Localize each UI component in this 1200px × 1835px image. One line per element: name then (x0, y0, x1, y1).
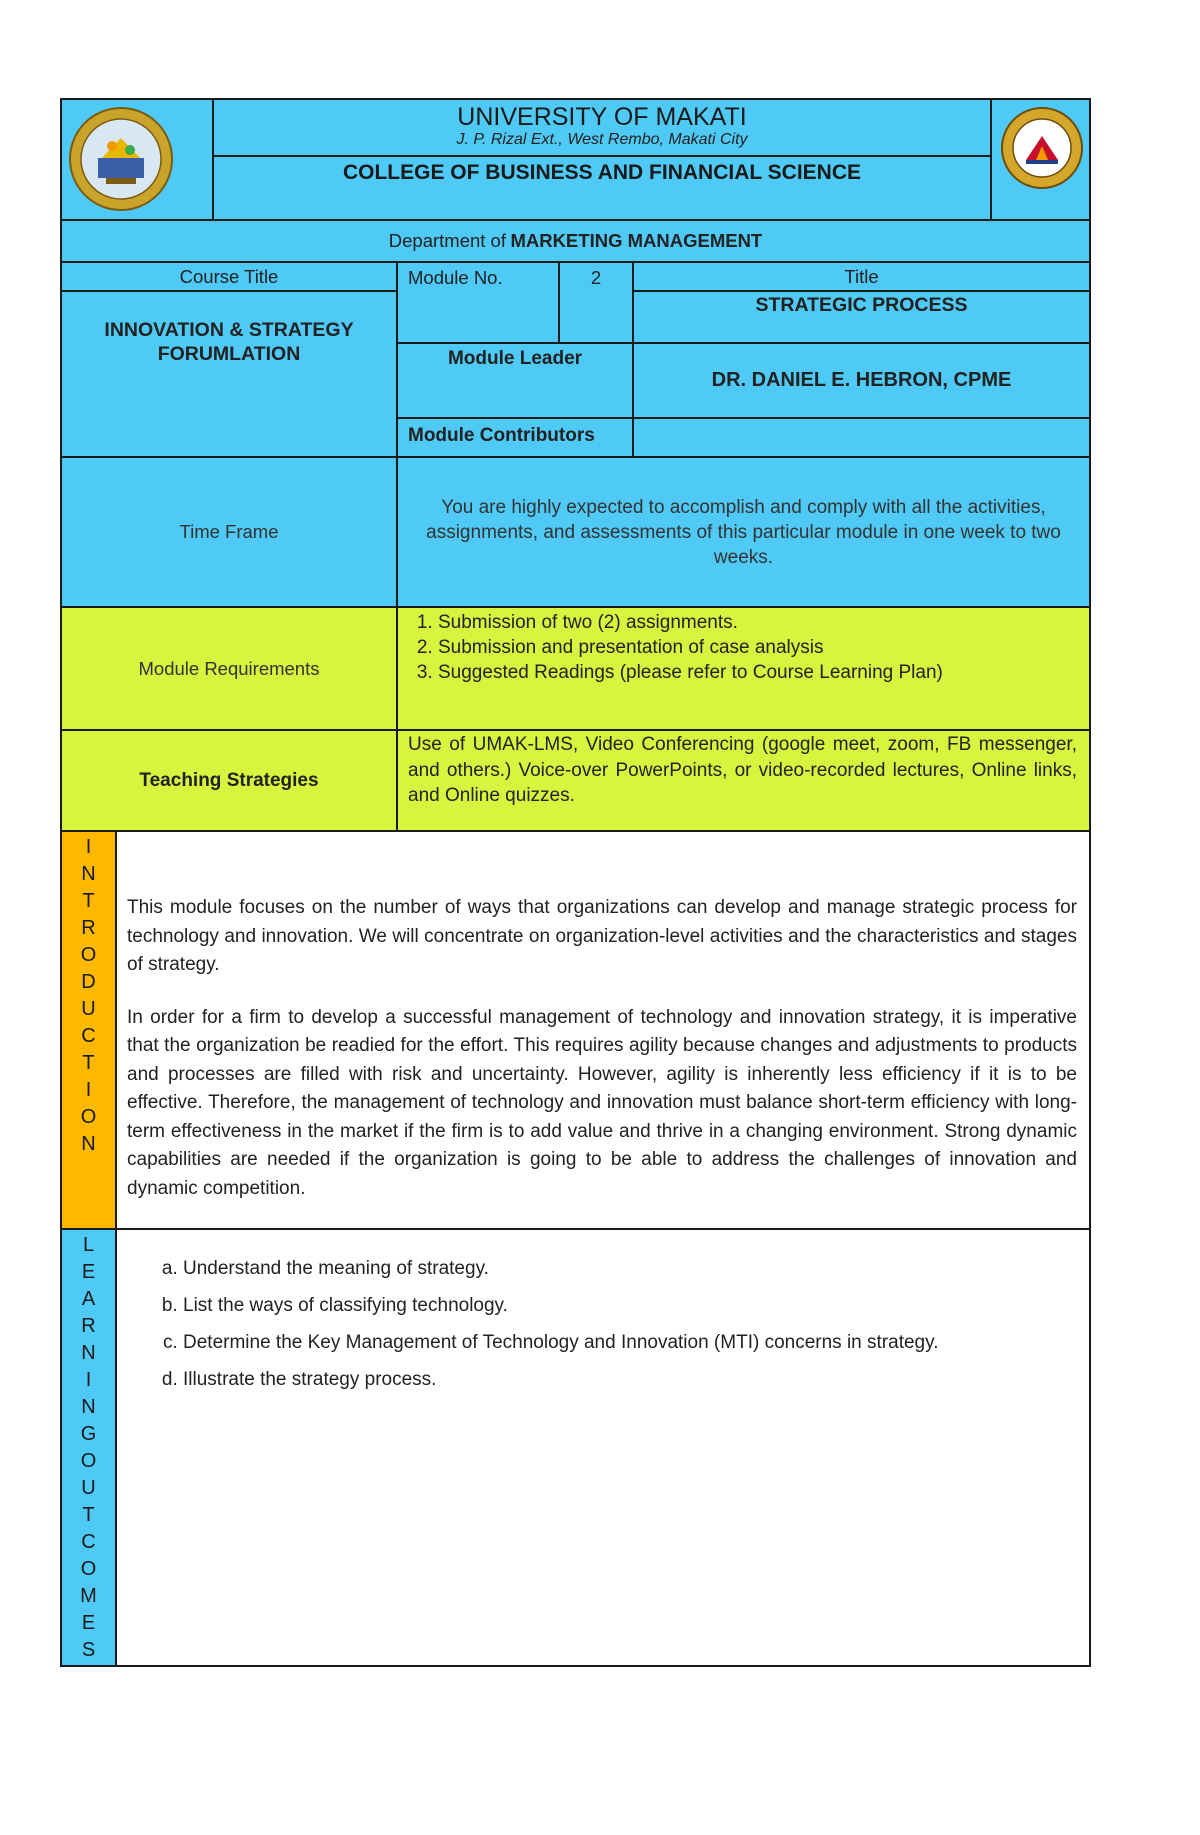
side-label-letter: N (81, 1342, 96, 1364)
side-label-letter: O (80, 1106, 97, 1128)
learning-outcome-item: b. List the ways of classifying technology. (183, 1287, 1089, 1324)
course-title-line2: FORUMLATION (157, 343, 301, 365)
introduction-side-cell (60, 830, 117, 1230)
department-prefix: Department of (388, 230, 506, 251)
side-label-letter: I (85, 836, 92, 858)
module-no-value: 2 (590, 267, 602, 288)
teaching-text: Use of UMAK-LMS, Video Conferencing (google meet, zoom, FB messenger, and others.) Voice-over PowerPoints, or video-recorded lectures, Online links, and Online quizzes. (408, 734, 1077, 806)
side-label-letter: R (81, 1315, 96, 1337)
introduction-side-label (62, 834, 115, 1158)
introduction-paragraph: In order for a firm to develop a successful management of technology and innovation strategy, it is imperative that the organization be readied for the effort. This requires agility because changes and adjustments to products and processes are filled with risk and uncertainty. However, agility is inherently less efficiency if it is to be effective. Therefore, the management of technology and innovation must balance short-term efficiency with long-term effectiveness in the market if the firm is to add value and thrive in a changing environment. Strong dynamic capabilities are needed if the organization is going to be able to address the challenges of innovation and dynamic competition. (127, 1006, 1077, 1199)
side-label-letter: E (81, 1261, 96, 1283)
time-frame-label-cell (60, 456, 398, 608)
department-name: MARKETING MANAGEMENT (510, 230, 763, 251)
module-no-value-cell (558, 261, 634, 344)
side-label-letter: T (82, 1504, 95, 1526)
time-frame-text-cell (396, 456, 1091, 608)
side-label-letter: I (85, 1369, 92, 1391)
module-contributors-value-cell (632, 417, 1091, 458)
side-label-letter: U (81, 998, 96, 1020)
side-label-letter: O (80, 944, 97, 966)
module-leader-value-cell (632, 342, 1091, 419)
side-label-letter: N (81, 1396, 96, 1418)
side-label-letter: I (85, 1079, 92, 1101)
university-seal-icon (1000, 106, 1084, 190)
side-label-letter: R (81, 917, 96, 939)
side-label-letter: C (81, 1531, 96, 1553)
title-value-cell (632, 290, 1091, 344)
module-contributors-label-cell (396, 417, 634, 458)
side-label-letter: O (80, 1450, 97, 1472)
side-label-letter: N (81, 1133, 96, 1155)
learning-outcome-item: d. Illustrate the strategy process. (183, 1361, 1089, 1398)
college-seal-icon (68, 106, 174, 212)
module-leader-label: Module Leader (447, 348, 583, 369)
university-name: UNIVERSITY OF MAKATI (457, 103, 747, 131)
course-title-line1: INNOVATION & STRATEGY (104, 319, 354, 341)
introduction-content-cell (115, 830, 1091, 1230)
college-name: COLLEGE OF BUSINESS AND FINANCIAL SCIENCE (342, 161, 862, 184)
learning-outcome-item: a. Understand the meaning of strategy. (183, 1250, 1089, 1287)
title-value: STRATEGIC PROCESS (755, 294, 968, 316)
teaching-text-cell (396, 729, 1091, 832)
right-logo-cell (990, 98, 1091, 221)
learning-outcomes-list (117, 1250, 1089, 1398)
time-frame-text: You are highly expected to accomplish and comply with all the activities, assignments, and assessments of this particular module in one week to two weeks. (426, 496, 1061, 568)
side-label-letter: O (80, 1558, 97, 1580)
learning-outcomes-side-cell (60, 1228, 117, 1667)
side-label-letter: E (81, 1612, 96, 1634)
module-no-label: Module No. (408, 267, 503, 288)
requirements-list (398, 610, 1089, 685)
module-contributors-label: Module Contributors (408, 425, 595, 446)
teaching-label: Teaching Strategies (139, 769, 319, 791)
side-label-letter: M (80, 1585, 97, 1607)
side-label-letter: S (81, 1639, 96, 1661)
module-no-cell (396, 261, 560, 344)
requirement-item: 1. Submission of two (2) assignments. (438, 610, 1089, 635)
university-cell (212, 98, 992, 157)
requirement-item: 3. Suggested Readings (please refer to Course Learning Plan) (438, 660, 1089, 685)
course-title-value-cell (60, 290, 398, 458)
side-label-letter: D (81, 971, 96, 993)
left-logo-cell (60, 98, 214, 221)
university-address: J. P. Rizal Ext., West Rembo, Makati City (456, 131, 748, 148)
side-label-letter: T (82, 1052, 95, 1074)
learning-outcomes-side-label (62, 1232, 115, 1664)
requirements-list-cell (396, 606, 1091, 731)
side-label-letter: T (82, 890, 95, 912)
side-label-letter: N (81, 863, 96, 885)
module-leader-label-cell (396, 342, 634, 419)
side-label-letter: A (81, 1288, 96, 1310)
title-label-cell (632, 261, 1091, 292)
introduction-paragraph: This module focuses on the number of ways that organizations can develop and manage strategic process for technology and innovation. We will concentrate on organization-level activities and the characteristics and stages of strategy. (127, 897, 1077, 975)
side-label-letter: C (81, 1025, 96, 1047)
title-label: Title (844, 265, 879, 287)
module-leader-value: DR. DANIEL E. HEBRON, CPME (711, 369, 1012, 391)
teaching-label-cell (60, 729, 398, 832)
requirement-item: 2. Submission and presentation of case analysis (438, 635, 1089, 660)
department-cell (60, 219, 1091, 263)
requirements-label: Module Requirements (138, 657, 320, 679)
side-label-letter: G (80, 1423, 97, 1445)
college-cell (212, 155, 992, 221)
course-title-label-cell (60, 261, 398, 292)
learning-outcome-item: c. Determine the Key Management of Technology and Innovation (MTI) concerns in strategy. (183, 1324, 1089, 1361)
course-title-label: Course Title (179, 265, 279, 287)
requirements-label-cell (60, 606, 398, 731)
learning-outcomes-content-cell (115, 1228, 1091, 1667)
side-label-letter: L (82, 1234, 95, 1256)
side-label-letter: U (81, 1477, 96, 1499)
time-frame-label: Time Frame (179, 521, 279, 542)
